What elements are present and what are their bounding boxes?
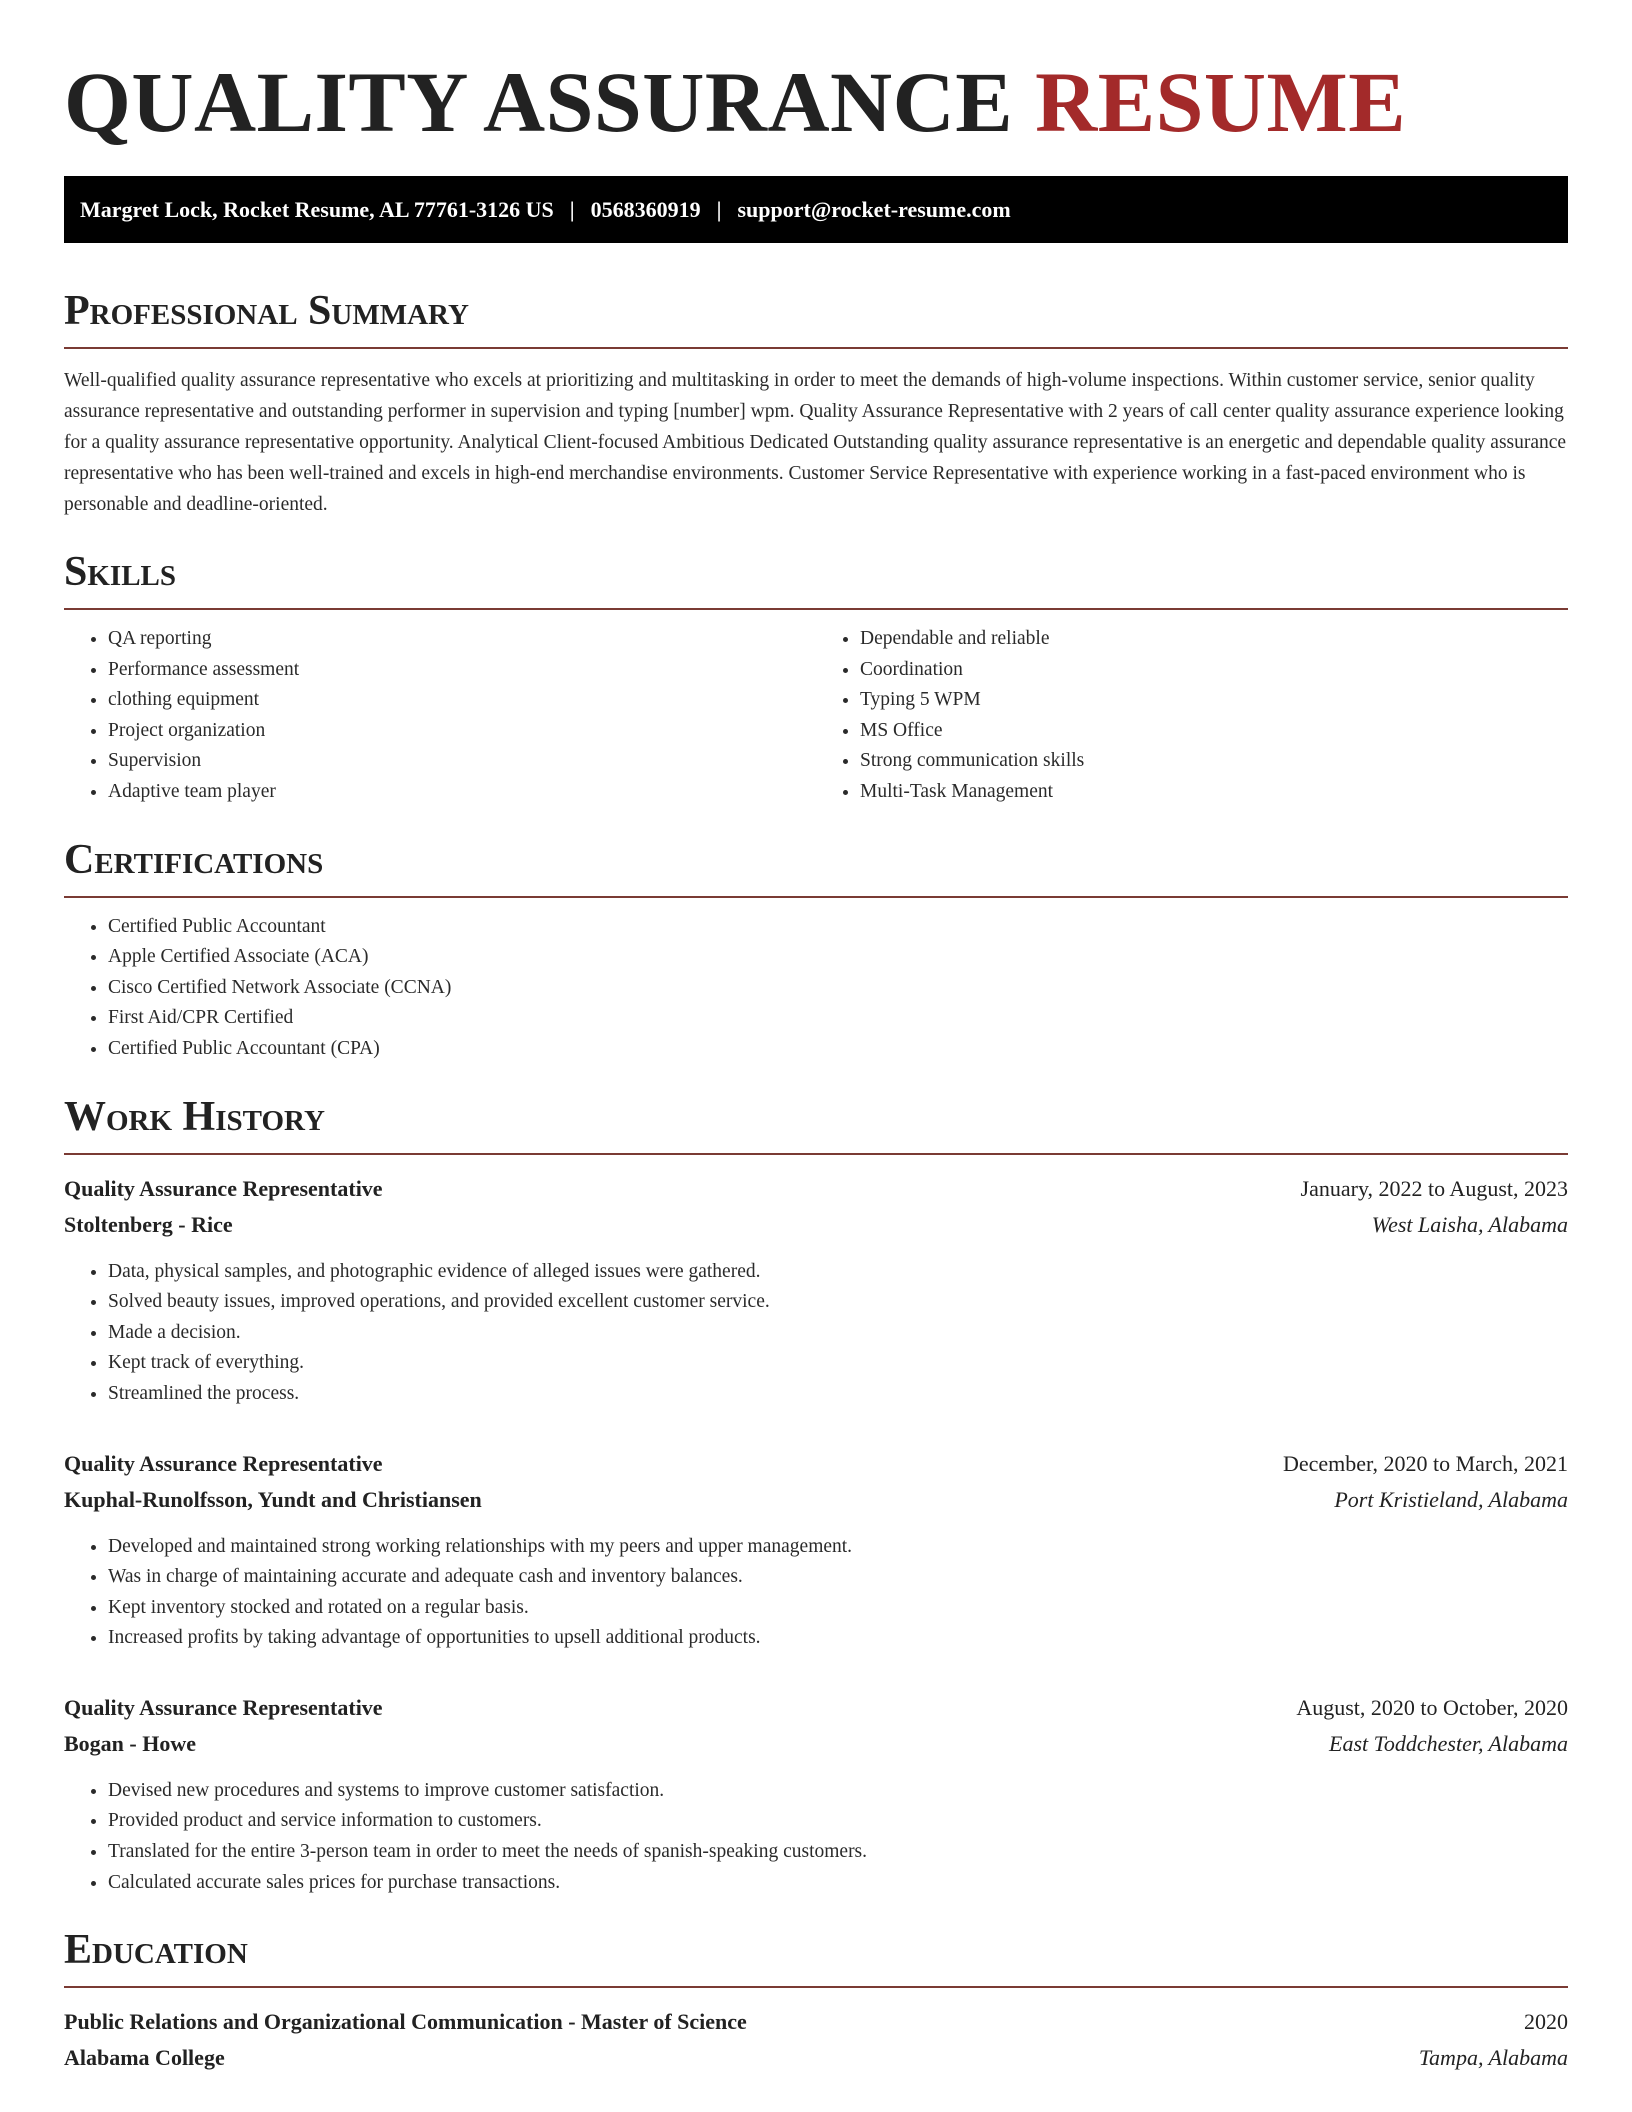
certification-item: • Certified Public Accountant (108, 912, 1568, 943)
job-duties-list (64, 1532, 1568, 1654)
job-duty: • Increased profits by taking advantage of opportunities to upsell additional products. (108, 1623, 1568, 1654)
job-duty: • Kept track of everything. (108, 1348, 1568, 1379)
job-entry (64, 1171, 1568, 1410)
skills-grid (64, 610, 1568, 808)
job-company: Bogan - Howe (64, 1730, 196, 1756)
job-header-row (64, 1446, 1568, 1482)
job-title: Quality Assurance Representative (64, 1175, 383, 1201)
certifications-section (64, 836, 1568, 1065)
job-company-row (64, 1207, 1568, 1243)
section-heading-work-history: Work History (64, 1093, 1568, 1155)
skill-item: • Performance assessment (108, 655, 816, 686)
education-location: Tampa, Alabama (1418, 2045, 1568, 2071)
contact-phone: 0568360919 (590, 196, 701, 222)
job-duty: • Developed and maintained strong working relationships with my peers and upper management. (108, 1532, 1568, 1563)
skill-item: • Typing 5 WPM (860, 685, 1568, 716)
job-duty: • Made a decision. (108, 1318, 1568, 1349)
job-duty: • Solved beauty issues, improved operations, and provided excellent customer service. (108, 1287, 1568, 1318)
resume-title (64, 52, 1568, 152)
skills-list-left (64, 624, 816, 808)
job-company-row (64, 1482, 1568, 1518)
job-duty: • Calculated accurate sales prices for purchase transactions. (108, 1868, 1568, 1899)
education-entry (64, 2004, 1568, 2076)
job-duty: • Streamlined the process. (108, 1379, 1568, 1410)
job-duty: • Kept inventory stocked and rotated on a regular basis. (108, 1593, 1568, 1624)
skill-item: • Project organization (108, 716, 816, 747)
education-year: 2020 (1524, 2009, 1568, 2035)
title-main: QUALITY ASSURANCE (64, 54, 1014, 150)
job-duty: • Data, physical samples, and photographic evidence of alleged issues were gathered. (108, 1257, 1568, 1288)
job-dates: August, 2020 to October, 2020 (1296, 1694, 1568, 1720)
education-degree: Public Relations and Organizational Communication - Master of Science (64, 2009, 747, 2035)
skill-item: • Multi-Task Management (860, 777, 1568, 808)
section-heading-certifications: Certifications (64, 836, 1568, 898)
summary-text: Well-qualified quality assurance representative who excels at prioritizing and multitasking in order to meet the demands of high-volume inspections. Within customer service, senior quality assurance representative and outstanding performer in supervision and typing [number] wpm. Quality Assurance Representative with 2 years of call center quality assurance experience looking for a quality assurance representative opportunity. Analytical Client-focused Ambitious Dedicated Outstanding quality assurance representative is an energetic and dependable quality assurance representative who has been well-trained and excels in high-end merchandise environments. Customer Service Representative with experience working in a fast-paced environment who is personable and deadline-oriented. (64, 370, 1567, 515)
skill-item: • clothing equipment (108, 685, 816, 716)
skill-item: • Adaptive team player (108, 777, 816, 808)
education-school-row (64, 2040, 1568, 2076)
job-company: Stoltenberg - Rice (64, 1211, 233, 1237)
contact-separator: | (569, 196, 575, 222)
job-company-row (64, 1726, 1568, 1762)
section-heading-education: Education (64, 1926, 1568, 1988)
education-section (64, 1926, 1568, 2076)
education-school: Alabama College (64, 2045, 225, 2071)
education-degree-row (64, 2004, 1568, 2040)
skill-item: • Coordination (860, 655, 1568, 686)
skill-item: • Supervision (108, 746, 816, 777)
job-duty: • Translated for the entire 3-person team in order to meet the needs of spanish-speaking customers. (108, 1837, 1568, 1868)
certification-item: • Cisco Certified Network Associate (CCNA) (108, 973, 1568, 1004)
skill-item: • QA reporting (108, 624, 816, 655)
title-accent: RESUME (1035, 54, 1407, 150)
job-duties-list (64, 1776, 1568, 1898)
professional-summary-section (64, 287, 1568, 520)
job-duty: • Provided product and service information to customers. (108, 1806, 1568, 1837)
contact-bar (64, 176, 1568, 243)
job-dates: January, 2022 to August, 2023 (1300, 1175, 1568, 1201)
job-entry (64, 1690, 1568, 1898)
certification-item: • Apple Certified Associate (ACA) (108, 942, 1568, 973)
skills-list-right (816, 624, 1568, 808)
resume-page (64, 0, 1568, 2076)
job-header-row (64, 1171, 1568, 1207)
job-dates: December, 2020 to March, 2021 (1282, 1450, 1568, 1476)
job-duties-list (64, 1257, 1568, 1410)
job-duty: • Devised new procedures and systems to improve customer satisfaction. (108, 1776, 1568, 1807)
job-title: Quality Assurance Representative (64, 1694, 383, 1720)
job-location: West Laisha, Alabama (1371, 1211, 1568, 1237)
skill-item: • Strong communication skills (860, 746, 1568, 777)
skill-item: • Dependable and reliable (860, 624, 1568, 655)
job-location: Port Kristieland, Alabama (1334, 1486, 1568, 1512)
contact-separator: | (716, 196, 722, 222)
section-heading-skills: Skills (64, 548, 1568, 610)
job-duty: • Was in charge of maintaining accurate and adequate cash and inventory balances. (108, 1562, 1568, 1593)
certifications-list (64, 912, 1568, 1065)
job-title: Quality Assurance Representative (64, 1450, 383, 1476)
skill-item: • MS Office (860, 716, 1568, 747)
job-location: East Toddchester, Alabama (1329, 1730, 1568, 1756)
work-history-section (64, 1093, 1568, 1899)
job-header-row (64, 1690, 1568, 1726)
job-entry (64, 1446, 1568, 1654)
contact-address: Margret Lock, Rocket Resume, AL 77761-3126 US (80, 196, 554, 222)
job-company: Kuphal-Runolfsson, Yundt and Christiansen (64, 1486, 482, 1512)
certification-item: • Certified Public Accountant (CPA) (108, 1034, 1568, 1065)
certification-item: • First Aid/CPR Certified (108, 1003, 1568, 1034)
section-heading-summary: Professional Summary (64, 287, 1568, 349)
skills-section (64, 548, 1568, 808)
contact-email: support@rocket-resume.com (737, 196, 1011, 222)
